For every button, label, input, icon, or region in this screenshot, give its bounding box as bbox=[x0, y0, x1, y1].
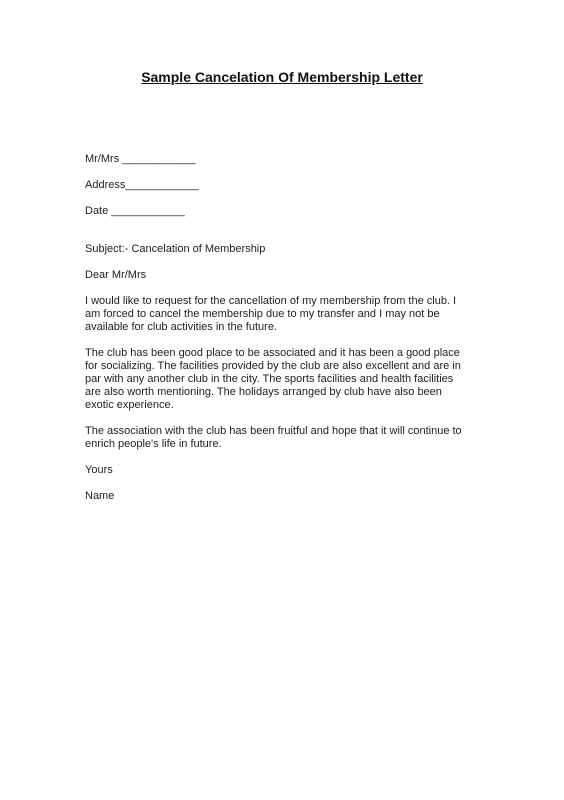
recipient-name-field: Mr/Mrs ____________ bbox=[85, 153, 196, 165]
paragraph-2 bbox=[85, 347, 480, 412]
paragraph-line: available for club activities in the future. bbox=[85, 321, 277, 333]
paragraph-line: The club has been good place to be associated and it has been a good place bbox=[85, 347, 460, 359]
letter-subject: Subject:- Cancelation of Membership bbox=[85, 243, 266, 255]
paragraph-3 bbox=[85, 425, 480, 451]
letter-closing: Yours bbox=[85, 464, 113, 476]
paragraph-line: par with any another club in the city. The sports facilities and health facilities bbox=[85, 373, 454, 385]
paragraph-line: The association with the club has been fruitful and hope that it will continue to bbox=[85, 425, 462, 437]
letter-body bbox=[85, 153, 480, 503]
paragraph-1 bbox=[85, 295, 480, 334]
letter-salutation: Dear Mr/Mrs bbox=[85, 269, 147, 281]
paragraph-line: for socializing. The facilities provided by the club are also excellent and are in bbox=[85, 360, 461, 372]
letter-signature: Name bbox=[85, 490, 115, 502]
paragraph-line: I would like to request for the cancellation of my membership from the club. I bbox=[85, 295, 457, 307]
paragraph-line: are also worth mentioning. The holidays arranged by club have also been bbox=[85, 386, 442, 398]
recipient-address-field: Address____________ bbox=[85, 179, 199, 191]
letter-date-field: Date ____________ bbox=[85, 205, 185, 217]
letter-title: Sample Cancelation Of Membership Letter bbox=[141, 69, 423, 85]
paragraph-line: enrich people's life in future. bbox=[85, 438, 222, 450]
paragraph-line: am forced to cancel the membership due to my transfer and I may not be bbox=[85, 308, 440, 320]
paragraph-line: exotic experience. bbox=[85, 399, 174, 411]
